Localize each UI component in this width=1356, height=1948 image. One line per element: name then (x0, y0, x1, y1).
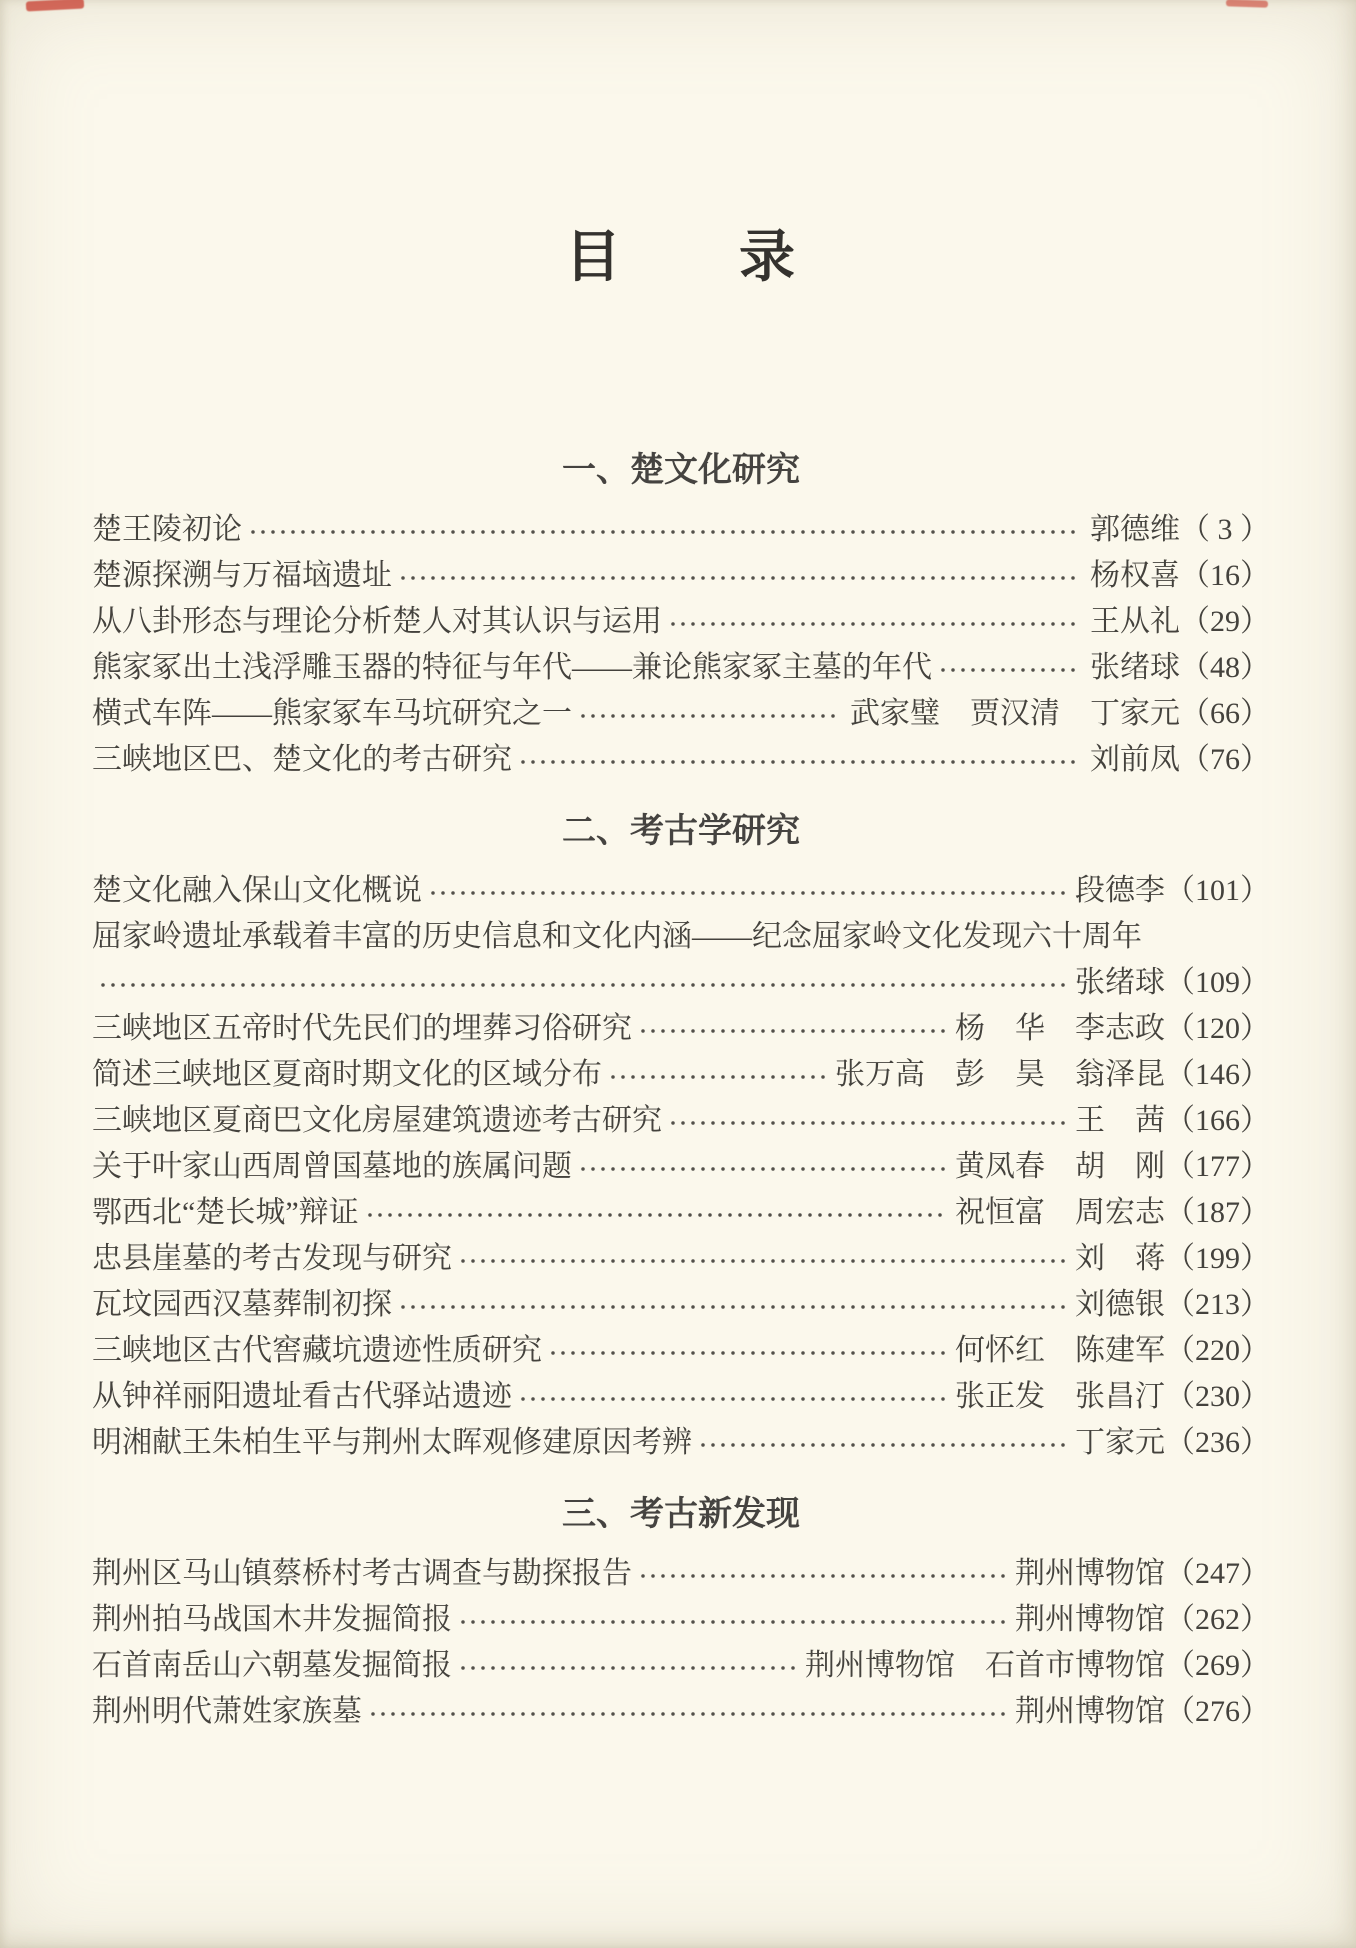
entry-page-number: （247） (1165, 1557, 1270, 1590)
toc-entry (92, 507, 1270, 553)
entry-title: 石首南岳山六朝墓发掘简报 (92, 1649, 452, 1682)
entry-authors: 荆州博物馆 (1015, 1695, 1165, 1728)
dotted-leader (578, 1152, 945, 1182)
dotted-leader (548, 1336, 945, 1366)
toc-entry (92, 1420, 1270, 1466)
entry-title: 荆州拍马战国木井发掘简报 (92, 1603, 452, 1636)
toc-entry (92, 868, 1270, 914)
dotted-leader (578, 699, 840, 729)
entry-authors: 张万高 彭 昊 翁泽昆 (835, 1058, 1165, 1091)
toc-entry (92, 1098, 1270, 1144)
entry-title: 三峡地区巴、楚文化的考古研究 (92, 743, 512, 776)
section-heading: 一、楚文化研究 (562, 451, 800, 489)
entry-page-number: （199） (1165, 1242, 1270, 1275)
toc-entry (92, 1190, 1270, 1236)
entry-page-number: （269） (1165, 1649, 1270, 1682)
page-title: 目 录 (565, 227, 797, 289)
dotted-leader (398, 1290, 1065, 1320)
dotted-leader (638, 1014, 945, 1044)
entry-authors: 杨权喜 (1090, 559, 1180, 592)
entry-page-number: （213） (1165, 1288, 1270, 1321)
toc-entry (92, 1282, 1270, 1328)
entry-authors: 王 茜 (1075, 1104, 1165, 1137)
section-heading: 三、考古新发现 (562, 1495, 800, 1533)
section-heading: 二、考古学研究 (562, 812, 800, 850)
entry-title: 鄂西北“楚长城”辩证 (92, 1196, 359, 1229)
toc-entry (92, 1689, 1270, 1735)
entry-title: 明湘献王朱柏生平与荆州太晖观修建原因考辨 (92, 1426, 692, 1459)
entry-title: 熊家冢出土浅浮雕玉器的特征与年代——兼论熊家冢主墓的年代 (92, 651, 932, 684)
toc-entry (92, 1006, 1270, 1052)
entry-title: 三峡地区五帝时代先民们的埋葬习俗研究 (92, 1012, 632, 1045)
dotted-leader (458, 1651, 795, 1681)
toc-entry (92, 599, 1270, 645)
entry-authors: 王从礼 (1090, 605, 1180, 638)
toc-entry (92, 914, 1270, 960)
entry-page-number: （220） (1165, 1334, 1270, 1367)
entry-page-number: （76） (1180, 743, 1270, 776)
entry-title: 忠县崖墓的考古发现与研究 (92, 1242, 452, 1275)
entry-title: 横式车阵——熊家冢车马坑研究之一 (92, 697, 572, 730)
entry-page-number: （29） (1180, 605, 1270, 638)
dotted-leader (428, 876, 1065, 906)
entry-authors: 张绪球 (1075, 966, 1165, 999)
entry-authors: 荆州博物馆 (1015, 1603, 1165, 1636)
entry-authors: 刘德银 (1075, 1288, 1165, 1321)
entry-list (92, 868, 1270, 1466)
entry-authors: 武家璧 贾汉清 丁家元 (850, 697, 1180, 730)
dotted-leader (608, 1060, 825, 1090)
entry-title: 楚源探溯与万福垴遗址 (92, 559, 392, 592)
entry-page-number: （236） (1165, 1426, 1270, 1459)
entry-authors: 杨 华 李志政 (955, 1012, 1165, 1045)
entry-authors: 张正发 张昌汀 (955, 1380, 1165, 1413)
entry-page-number: （230） (1165, 1380, 1270, 1413)
toc-entry (92, 1597, 1270, 1643)
dotted-leader (638, 1559, 1005, 1589)
entry-title: 楚王陵初论 (92, 513, 242, 546)
entry-title: 荆州明代萧姓家族墓 (92, 1695, 362, 1728)
dotted-leader (938, 653, 1080, 683)
entry-title: 瓦坟园西汉墓葬制初探 (92, 1288, 392, 1321)
entry-authors: 祝恒富 周宏志 (955, 1196, 1165, 1229)
entry-authors: 郭德维 (1090, 513, 1180, 546)
toc-entry (92, 1643, 1270, 1689)
toc-entry (92, 1374, 1270, 1420)
entry-authors: 丁家元 (1075, 1426, 1165, 1459)
entry-title: 从八卦形态与理论分析楚人对其认识与运用 (92, 605, 662, 638)
toc-entry (92, 645, 1270, 691)
entry-authors: 荆州博物馆 (1015, 1557, 1165, 1590)
toc-entry-continuation (92, 960, 1270, 1006)
entry-authors: 何怀红 陈建军 (955, 1334, 1165, 1367)
dotted-leader (458, 1244, 1065, 1274)
entry-page-number: （48） (1180, 651, 1270, 684)
entry-page-number: （146） (1165, 1058, 1270, 1091)
dotted-leader (98, 968, 1065, 998)
entry-title: 楚文化融入保山文化概说 (92, 874, 422, 907)
entry-page-number: （ 3 ） (1180, 513, 1270, 546)
toc-entry (92, 1551, 1270, 1597)
toc-entry (92, 1236, 1270, 1282)
toc-entry (92, 553, 1270, 599)
entry-title: 关于叶家山西周曾国墓地的族属问题 (92, 1150, 572, 1183)
toc-entry (92, 737, 1270, 783)
toc-sections (92, 448, 1270, 1735)
entry-title: 三峡地区夏商巴文化房屋建筑遗迹考古研究 (92, 1104, 662, 1137)
entry-page-number: （276） (1165, 1695, 1270, 1728)
entry-page-number: （166） (1165, 1104, 1270, 1137)
entry-title: 荆州区马山镇蔡桥村考古调查与勘探报告 (92, 1557, 632, 1590)
entry-page-number: （120） (1165, 1012, 1270, 1045)
dotted-leader (458, 1605, 1005, 1635)
entry-list (92, 1551, 1270, 1735)
dotted-leader (668, 607, 1080, 637)
toc-entry (92, 1052, 1270, 1098)
entry-title: 三峡地区古代窖藏坑遗迹性质研究 (92, 1334, 542, 1367)
entry-page-number: （187） (1165, 1196, 1270, 1229)
dotted-leader (518, 1382, 945, 1412)
entry-authors: 刘 蒋 (1075, 1242, 1165, 1275)
dotted-leader (518, 745, 1080, 775)
dotted-leader (668, 1106, 1065, 1136)
entry-list (92, 507, 1270, 783)
dotted-leader (248, 515, 1080, 545)
dotted-leader (368, 1697, 1005, 1727)
entry-page-number: （109） (1165, 966, 1270, 999)
dotted-leader (365, 1198, 945, 1228)
entry-authors: 刘前凤 (1090, 743, 1180, 776)
entry-title: 屈家岭遗址承载着丰富的历史信息和文化内涵——纪念屈家岭文化发现六十周年 (92, 920, 1142, 953)
entry-authors: 段德李 (1075, 874, 1165, 907)
entry-page-number: （16） (1180, 559, 1270, 592)
dotted-leader (398, 561, 1080, 591)
entry-authors: 张绪球 (1090, 651, 1180, 684)
entry-page-number: （177） (1165, 1150, 1270, 1183)
toc-entry (92, 1144, 1270, 1190)
entry-authors: 黄凤春 胡 刚 (955, 1150, 1165, 1183)
entry-page-number: （262） (1165, 1603, 1270, 1636)
entry-page-number: （101） (1165, 874, 1270, 907)
dotted-leader (698, 1428, 1065, 1458)
entry-authors: 荆州博物馆 石首市博物馆 (805, 1649, 1165, 1682)
entry-page-number: （66） (1180, 697, 1270, 730)
toc-entry (92, 691, 1270, 737)
entry-title: 简述三峡地区夏商时期文化的区域分布 (92, 1058, 602, 1091)
entry-title: 从钟祥丽阳遗址看古代驿站遗迹 (92, 1380, 512, 1413)
toc-entry (92, 1328, 1270, 1374)
